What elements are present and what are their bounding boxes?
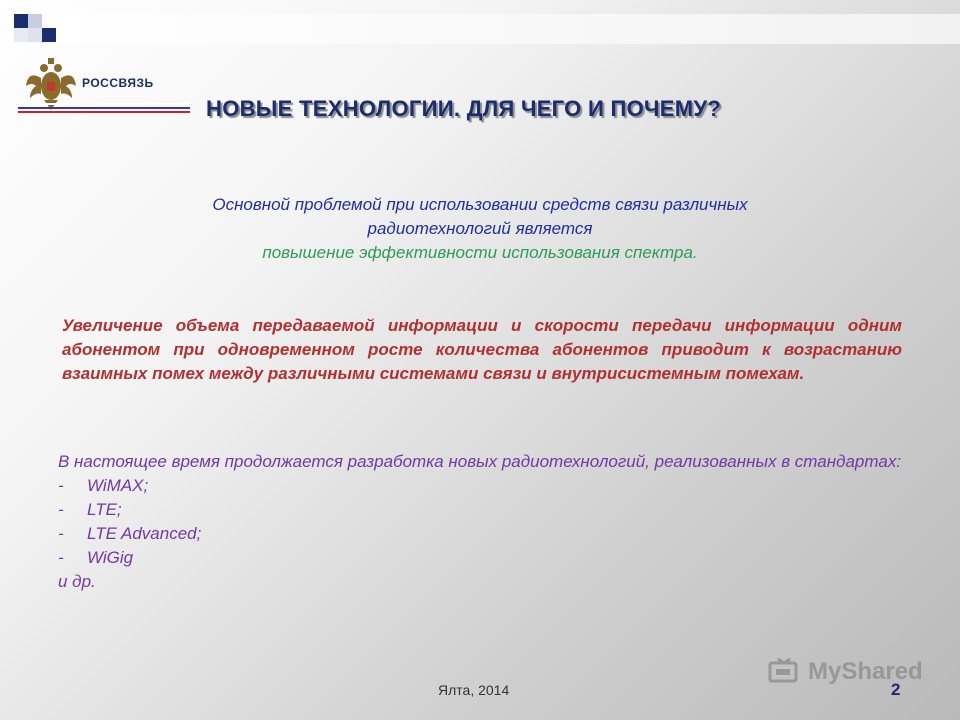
decor-square-light-2 [28, 28, 42, 42]
slide-title: НОВЫЕ ТЕХНОЛОГИИ. ДЛЯ ЧЕГО И ПОЧЕМУ? [206, 96, 722, 121]
logo-text: РОССВЯЗЬ [82, 76, 154, 90]
list-item [58, 522, 916, 546]
top-decor-bar [56, 14, 960, 44]
decor-square-navy-2 [42, 28, 56, 42]
watermark-text: MyShared [808, 658, 923, 685]
list-item-text: LTE; [87, 500, 122, 519]
list-dash: - [58, 548, 64, 567]
list-item-text: LTE Advanced; [87, 524, 202, 543]
decor-square-navy-1 [14, 14, 28, 28]
flag-line-red [18, 111, 190, 113]
footer-text: Ялта, 2014 [438, 682, 510, 698]
flag-line-white [18, 103, 190, 105]
flag-line-blue [18, 107, 190, 109]
page-number: 2 [891, 680, 901, 699]
list-item-text: WiMAX; [87, 476, 149, 495]
list-dash: - [58, 500, 64, 519]
logo-flag-lines [18, 103, 190, 115]
intro-line-1: Основной проблемой при использовании средств связи различных [212, 195, 748, 214]
list-item [58, 498, 916, 522]
list-dash: - [58, 524, 64, 543]
list-dash: - [58, 476, 64, 495]
standards-lead: В настоящее время продолжается разработка новых радиотехнологий, реализованных в стандартах: [58, 452, 902, 471]
myshared-logo-icon [768, 657, 802, 687]
list-item [58, 474, 916, 498]
red-paragraph: Увеличение объема передаваемой информации и скорости передачи информации одним абонентом при одновременном росте количества абонентов приводит к возрастанию взаимных помех между различными системами связи и внутрисистемным помехам. [62, 316, 902, 383]
list-item-text: WiGig [87, 548, 134, 567]
standards-block [58, 450, 916, 594]
standards-tail: и др. [58, 572, 96, 591]
decor-square-light-1 [28, 14, 42, 28]
list-item [58, 546, 916, 570]
intro-line-3: повышение эффективности использования спектра. [262, 243, 698, 262]
decor-square-light-4 [14, 28, 28, 42]
intro-block [80, 193, 880, 265]
intro-line-2: радиотехнологий является [367, 219, 593, 238]
